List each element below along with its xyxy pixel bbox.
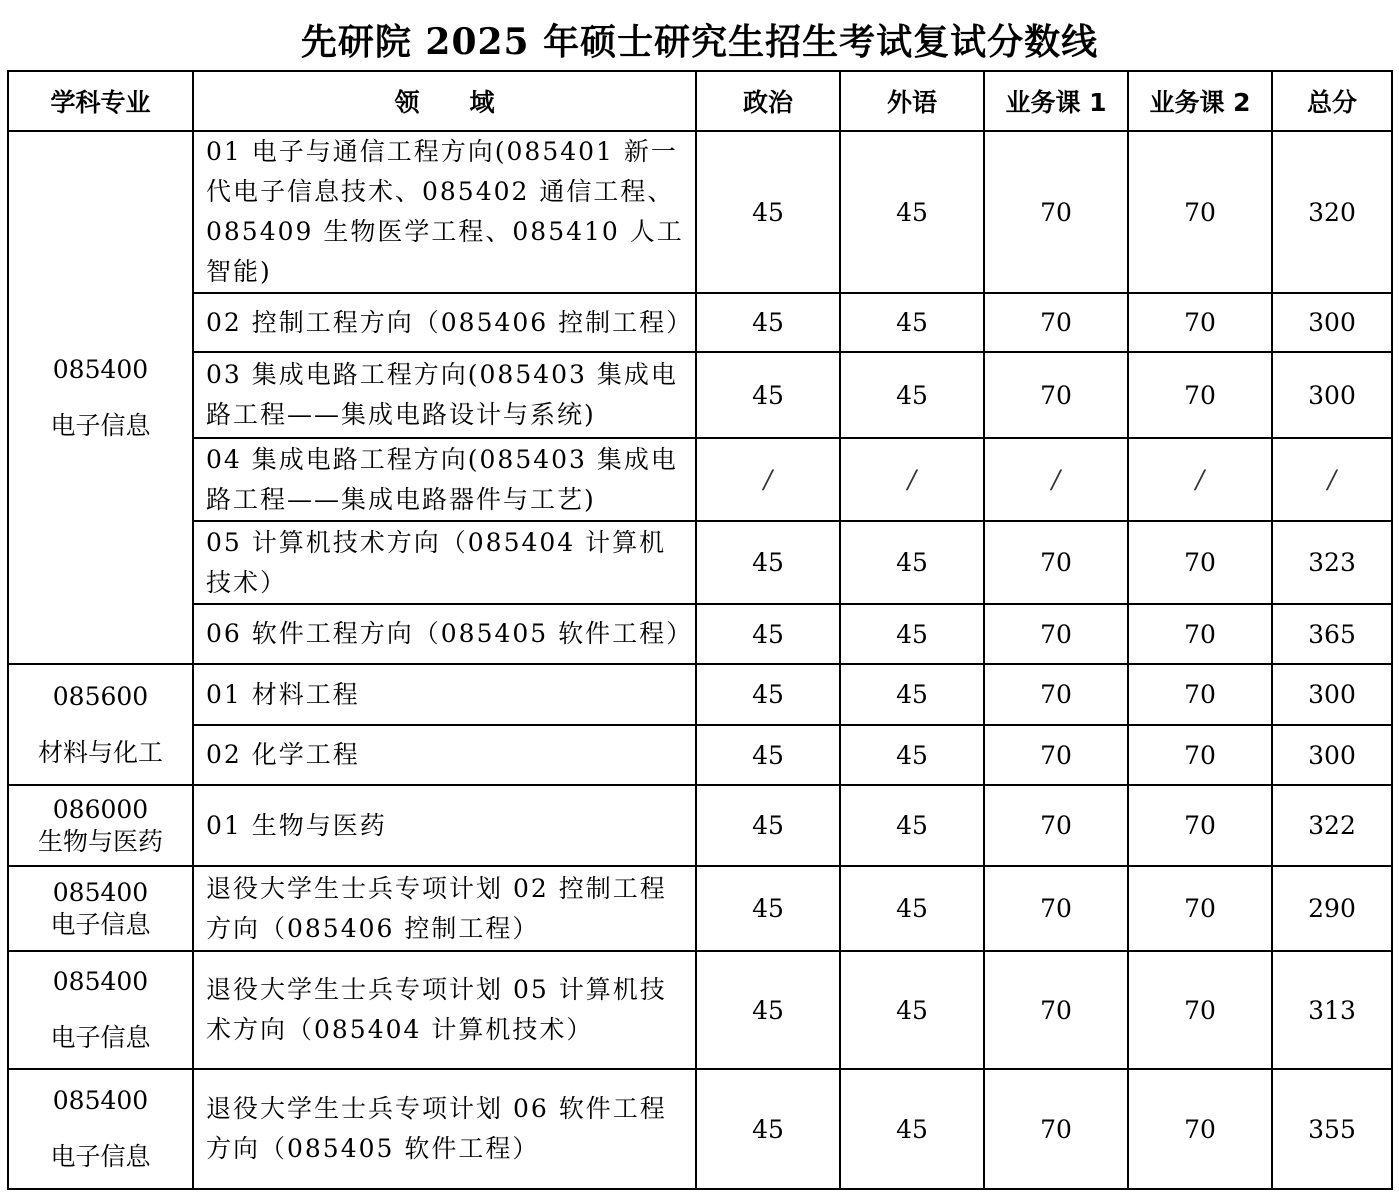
course1-score: 70: [984, 1069, 1128, 1189]
field-cell: 01 电子与通信工程方向(085401 新一代电子信息技术、085402 通信工程、085409 生物医学工程、085410 人工智能): [193, 131, 696, 293]
header-row: [8, 71, 1392, 131]
politics-score: 45: [696, 866, 840, 951]
total-score: 300: [1272, 725, 1392, 785]
table-row: [8, 521, 1392, 604]
politics-score: 45: [696, 785, 840, 866]
major-name: 电子信息: [50, 1142, 151, 1171]
total-score: 323: [1272, 521, 1392, 604]
foreign-language-score: 45: [840, 521, 984, 604]
course1-score: 70: [984, 131, 1128, 293]
major-cell: [8, 866, 193, 951]
field-cell: 01 生物与医药: [193, 785, 696, 866]
major-code: 086000: [52, 794, 149, 824]
table-row: [8, 293, 1392, 352]
header-course2: 业务课 2: [1128, 71, 1272, 131]
course2-score: 70: [1128, 293, 1272, 352]
table-row: [8, 1069, 1392, 1189]
foreign-language-score: 45: [840, 951, 984, 1069]
total-score: 322: [1272, 785, 1392, 866]
foreign-language-score: /: [840, 438, 984, 521]
course2-score: 70: [1128, 1069, 1272, 1189]
course1-score: 70: [984, 785, 1128, 866]
course1-score: 70: [984, 951, 1128, 1069]
course2-score: 70: [1128, 725, 1272, 785]
major-code: 085600: [52, 681, 149, 711]
table-row: [8, 785, 1392, 866]
table-row: [8, 131, 1392, 293]
major-cell: [8, 664, 193, 785]
foreign-language-score: 45: [840, 725, 984, 785]
course2-score: 70: [1128, 866, 1272, 951]
header-major: 学科专业: [8, 71, 193, 131]
page-title: 先研院 2025 年硕士研究生招生考试复试分数线: [300, 21, 1099, 63]
header-field: 领 域: [193, 71, 696, 131]
major-code: 085400: [52, 1086, 149, 1115]
major-code: 085400: [52, 354, 149, 384]
field-cell: 退役大学生士兵专项计划 05 计算机技术方向（085404 计算机技术）: [193, 951, 696, 1069]
politics-score: 45: [696, 725, 840, 785]
table-row: [8, 352, 1392, 438]
foreign-language-score: 45: [840, 785, 984, 866]
header-course1: 业务课 1: [984, 71, 1128, 131]
total-score: /: [1272, 438, 1392, 521]
major-name: 电子信息: [50, 410, 151, 440]
table-row: [8, 438, 1392, 521]
major-cell: [8, 951, 193, 1069]
politics-score: 45: [696, 293, 840, 352]
table-row: [8, 664, 1392, 725]
major-cell: [8, 785, 193, 866]
total-score: 290: [1272, 866, 1392, 951]
total-score: 300: [1272, 664, 1392, 725]
course2-score: 70: [1128, 664, 1272, 725]
foreign-language-score: 45: [840, 352, 984, 438]
field-cell: 02 化学工程: [193, 725, 696, 785]
total-score: 355: [1272, 1069, 1392, 1189]
foreign-language-score: 45: [840, 604, 984, 664]
total-score: 300: [1272, 293, 1392, 352]
politics-score: 45: [696, 604, 840, 664]
politics-score: 45: [696, 352, 840, 438]
total-score: 320: [1272, 131, 1392, 293]
politics-score: 45: [696, 131, 840, 293]
course2-score: 70: [1128, 785, 1272, 866]
politics-score: 45: [696, 521, 840, 604]
major-code: 085400: [52, 877, 149, 907]
course1-score: 70: [984, 866, 1128, 951]
course1-score: 70: [984, 725, 1128, 785]
major-cell: [8, 131, 193, 664]
foreign-language-score: 45: [840, 866, 984, 951]
total-score: 365: [1272, 604, 1392, 664]
score-table: [7, 70, 1393, 1190]
politics-score: 45: [696, 1069, 840, 1189]
table-row: [8, 725, 1392, 785]
major-code: 085400: [52, 967, 149, 996]
course1-score: /: [984, 438, 1128, 521]
foreign-language-score: 45: [840, 1069, 984, 1189]
politics-score: 45: [696, 951, 840, 1069]
course2-score: 70: [1128, 352, 1272, 438]
field-cell: 02 控制工程方向（085406 控制工程）: [193, 293, 696, 352]
field-cell: 退役大学生士兵专项计划 06 软件工程方向（085405 软件工程）: [193, 1069, 696, 1189]
field-cell: 05 计算机技术方向（085404 计算机技术）: [193, 521, 696, 604]
politics-score: /: [696, 438, 840, 521]
course2-score: 70: [1128, 604, 1272, 664]
total-score: 300: [1272, 352, 1392, 438]
foreign-language-score: 45: [840, 131, 984, 293]
politics-score: 45: [696, 664, 840, 725]
header-total: 总分: [1272, 71, 1392, 131]
foreign-language-score: 45: [840, 293, 984, 352]
course1-score: 70: [984, 293, 1128, 352]
table-row: [8, 951, 1392, 1069]
field-cell: 01 材料工程: [193, 664, 696, 725]
header-foreign-language: 外语: [840, 71, 984, 131]
total-score: 313: [1272, 951, 1392, 1069]
course2-score: 70: [1128, 951, 1272, 1069]
course1-score: 70: [984, 664, 1128, 725]
major-name: 电子信息: [50, 909, 151, 939]
field-cell: 04 集成电路工程方向(085403 集成电路工程——集成电路器件与工艺): [193, 438, 696, 521]
table-row: [8, 604, 1392, 664]
table-row: [8, 866, 1392, 951]
course1-score: 70: [984, 604, 1128, 664]
major-name: 材料与化工: [37, 737, 163, 767]
field-cell: 退役大学生士兵专项计划 02 控制工程方向（085406 控制工程）: [193, 866, 696, 951]
major-cell: [8, 1069, 193, 1189]
course2-score: 70: [1128, 521, 1272, 604]
course2-score: /: [1128, 438, 1272, 521]
header-politics: 政治: [696, 71, 840, 131]
field-cell: 06 软件工程方向（085405 软件工程）: [193, 604, 696, 664]
major-name: 生物与医药: [37, 826, 163, 856]
major-name: 电子信息: [50, 1023, 151, 1052]
foreign-language-score: 45: [840, 664, 984, 725]
field-cell: 03 集成电路工程方向(085403 集成电路工程——集成电路设计与系统): [193, 352, 696, 438]
course2-score: 70: [1128, 131, 1272, 293]
course1-score: 70: [984, 352, 1128, 438]
course1-score: 70: [984, 521, 1128, 604]
